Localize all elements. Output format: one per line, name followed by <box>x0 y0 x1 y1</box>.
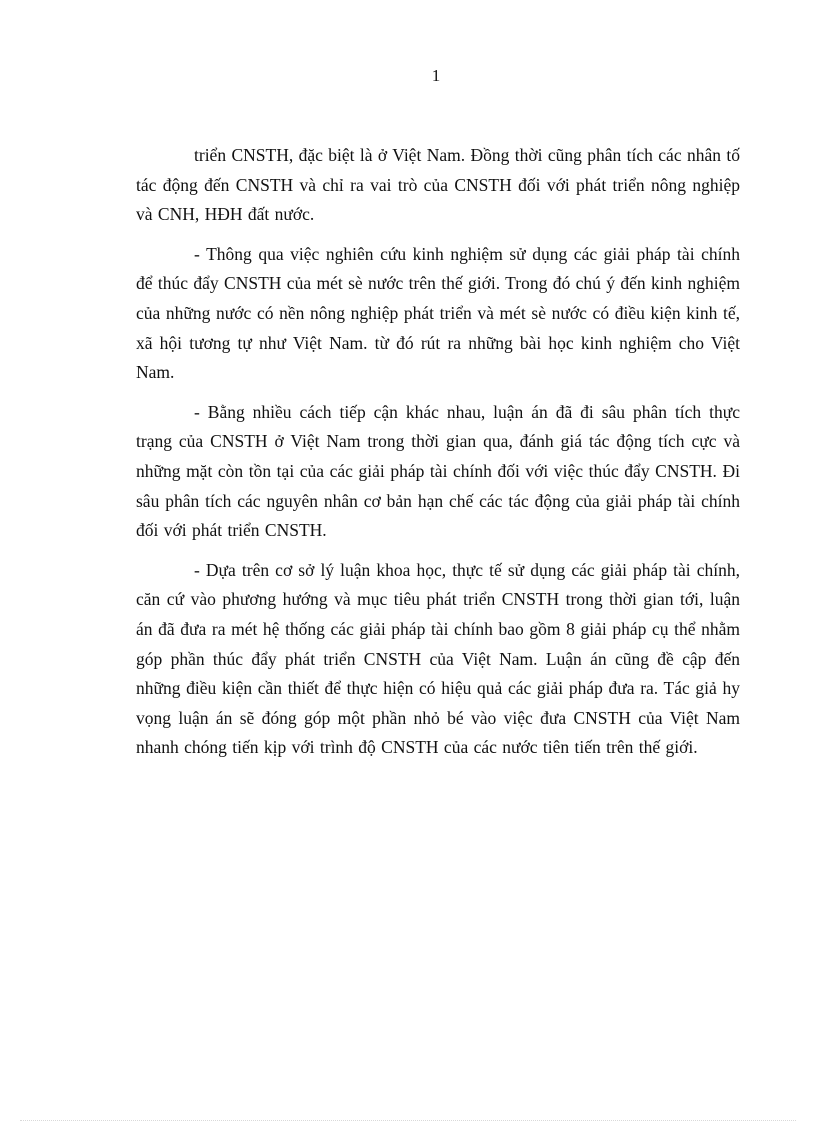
page-number: 1 <box>431 66 441 85</box>
paragraph-current-state-analysis: - Bằng nhiều cách tiếp cận khác nhau, luận án đã đi sâu phân tích thực trạng của CNSTH ở Việt Nam trong thời gian qua, đánh giá tác động tích cực và những mặt còn tồn tại của các giải pháp tài chính đối với việc thúc đẩy CNSTH. Đi sâu phân tích các nguyên nhân cơ bản hạn chế các tác động của giải pháp tài chính đối với phát triển CNSTH. <box>136 401 740 541</box>
paragraph-intro-continuation: triển CNSTH, đặc biệt là ở Việt Nam. Đồng thời cũng phân tích các nhân tố tác động đến CNSTH và chỉ ra vai trò của CNSTH đối với phát triển nông nghiệp và CNH, HĐH đất nước. <box>136 145 740 225</box>
page-bottom-rule <box>20 1120 796 1121</box>
paragraph-proposed-solutions: - Dựa trên cơ sở lý luận khoa học, thực tế sử dụng các giải pháp tài chính, căn cứ vào phương hướng và mục tiêu phát triển CNSTH trong thời gian tới, luận án đã đưa ra mét hệ thống các giải pháp tài chính bao gồm 8 giải pháp cụ thể nhằm góp phần thúc đẩy phát triển CNSTH của Việt Nam. Luận án cũng đề cập đến những điều kiện cần thiết để thực hiện có hiệu quả các giải pháp đưa ra. Tác giả hy vọng luận án sẽ đóng góp một phần nhỏ bé vào việc đưa CNSTH của Việt Nam nhanh chóng tiến kịp với trình độ CNSTH của các nước tiên tiến trên thế giới. <box>136 559 740 758</box>
body-text <box>136 141 740 773</box>
paragraph-international-experience: - Thông qua việc nghiên cứu kinh nghiệm sử dụng các giải pháp tài chính để thúc đẩy CNSTH của mét sè nước trên thế giới. Trong đó chú ý đến kinh nghiệm của những nước có nền nông nghiệp phát triển và mét sè nước có điều kiện kinh tế, xã hội tương tự như Việt Nam. từ đó rút ra những bài học kinh nghiệm cho Việt Nam. <box>136 243 740 383</box>
